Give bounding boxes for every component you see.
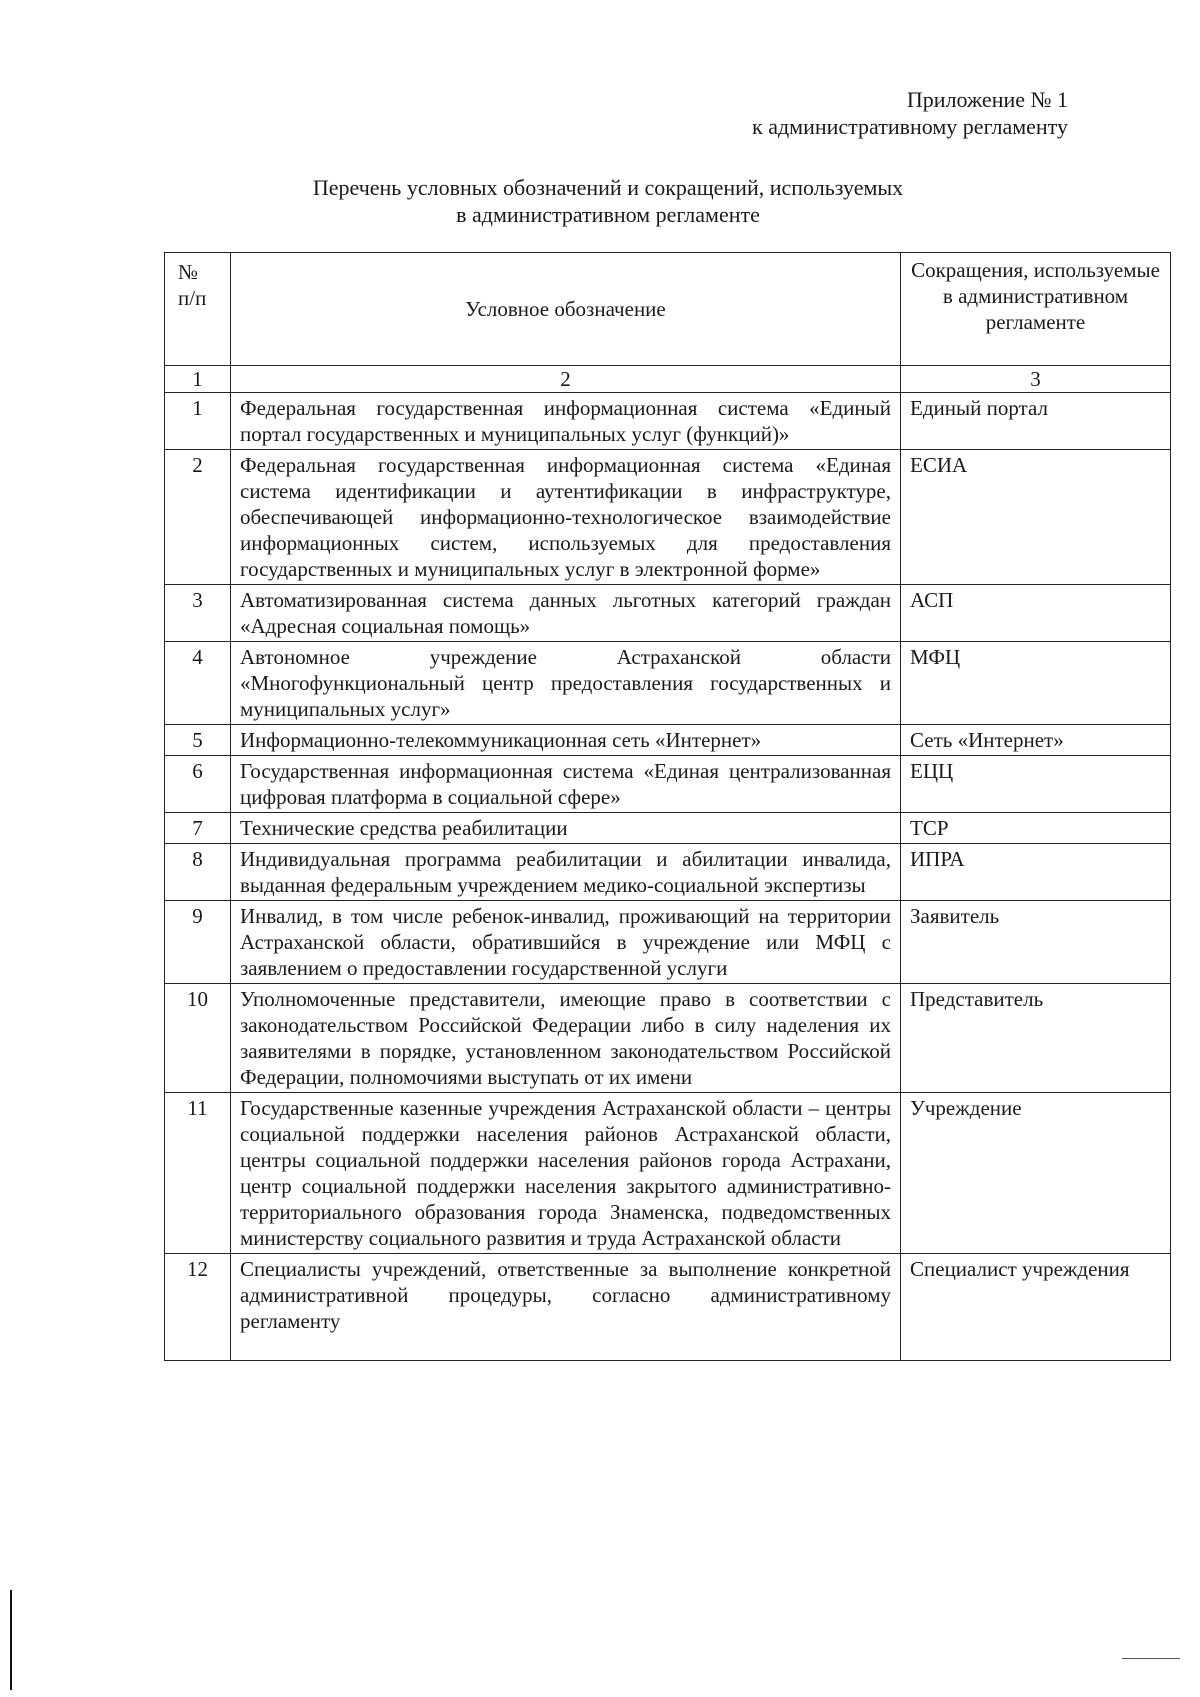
row-abbreviation: Заявитель (901, 901, 1171, 984)
row-designation: Федеральная государственная информационная система «Единая система идентификации и аутентификации в инфраструктуре, обеспечивающей информационно-технологическое взаимодействие информационных систем, используемых для предоставления государственных и муниципальных услуг в электронной форме» (231, 450, 901, 585)
row-number: 1 (165, 393, 231, 450)
abbreviations-table (164, 252, 1171, 1361)
row-abbreviation: Единый портал (901, 393, 1171, 450)
table-row (165, 901, 1171, 984)
header-number-pp: п/п (178, 286, 207, 310)
table-row (165, 725, 1171, 756)
row-designation: Автоматизированная система данных льготных категорий граждан «Адресная социальная помощь» (231, 585, 901, 642)
table-row (165, 642, 1171, 725)
row-designation: Уполномоченные представители, имеющие право в соответствии с законодательством Российской Федерации либо в силу наделения их заявителями в порядке, установленном законодательством Российской Федерации, полномочиями выступать от их имени (231, 984, 901, 1093)
table-row (165, 450, 1171, 585)
table-row (165, 1093, 1171, 1254)
row-number: 6 (165, 756, 231, 813)
row-designation: Автономное учреждение Астраханской области «Многофункциональный центр предоставления государственных и муниципальных услуг» (231, 642, 901, 725)
row-abbreviation: АСП (901, 585, 1171, 642)
row-number: 4 (165, 642, 231, 725)
row-number: 12 (165, 1254, 231, 1361)
row-abbreviation: Представитель (901, 984, 1171, 1093)
row-number: 7 (165, 813, 231, 844)
scan-margin-line (10, 1590, 12, 1690)
scan-corner-mark (1122, 1658, 1180, 1659)
row-number: 9 (165, 901, 231, 984)
row-abbreviation: МФЦ (901, 642, 1171, 725)
row-number: 8 (165, 844, 231, 901)
title-line-2: в административном регламенте (456, 202, 760, 227)
row-designation: Государственные казенные учреждения Астраханской области – центры социальной поддержки населения районов Астраханской области, центры социальной поддержки населения районов города Астрахани, центр социальной поддержки населения закрытого административно-территориального образования города Знаменска, подведомственных министерству социального развития и труда Астраханской области (231, 1093, 901, 1254)
header-designation: Условное обозначение (231, 253, 901, 366)
header-abbreviation: Сокращения, используемые в административном регламенте (901, 253, 1171, 366)
table-row (165, 844, 1171, 901)
table-header-row (165, 253, 1171, 366)
table-row (165, 756, 1171, 813)
appendix-reference: к административному регламенту (752, 114, 1068, 139)
table-row (165, 1254, 1171, 1361)
row-designation: Информационно-телекоммуникационная сеть «Интернет» (231, 725, 901, 756)
table-row (165, 585, 1171, 642)
row-designation: Инвалид, в том числе ребенок-инвалид, проживающий на территории Астраханской области, обратившийся в учреждение или МФЦ с заявлением о предоставлении государственной услуги (231, 901, 901, 984)
row-number: 10 (165, 984, 231, 1093)
row-designation: Государственная информационная система «Единая централизованная цифровая платформа в социальной сфере» (231, 756, 901, 813)
table-row (165, 984, 1171, 1093)
column-index: 2 (231, 366, 901, 393)
row-abbreviation: ЕСИА (901, 450, 1171, 585)
table-row (165, 393, 1171, 450)
appendix-header (752, 86, 1068, 140)
row-abbreviation: Сеть «Интернет» (901, 725, 1171, 756)
row-designation: Специалисты учреждений, ответственные за выполнение конкретной административной процедуры, согласно административному регламенту (231, 1254, 901, 1361)
row-abbreviation: Учреждение (901, 1093, 1171, 1254)
row-number: 5 (165, 725, 231, 756)
row-designation: Федеральная государственная информационная система «Единый портал государственных и муниципальных услуг (функций)» (231, 393, 901, 450)
row-abbreviation: ТСР (901, 813, 1171, 844)
column-index: 3 (901, 366, 1171, 393)
row-number: 2 (165, 450, 231, 585)
row-designation: Индивидуальная программа реабилитации и абилитации инвалида, выданная федеральным учреждением медико-социальной экспертизы (231, 844, 901, 901)
row-abbreviation: Специалист учреждения (901, 1254, 1171, 1361)
row-number: 3 (165, 585, 231, 642)
appendix-number: Приложение № 1 (906, 87, 1068, 112)
column-index: 1 (165, 366, 231, 393)
row-designation: Технические средства реабилитации (231, 813, 901, 844)
column-index-row (165, 366, 1171, 393)
table-body (165, 393, 1171, 1361)
header-number-sign: № (178, 260, 199, 284)
document-title (0, 174, 1200, 228)
header-number (165, 253, 231, 366)
row-abbreviation: ЕЦЦ (901, 756, 1171, 813)
row-number: 11 (165, 1093, 231, 1254)
title-line-1: Перечень условных обозначений и сокращений, используемых (312, 175, 904, 200)
row-abbreviation: ИПРА (901, 844, 1171, 901)
table-row (165, 813, 1171, 844)
